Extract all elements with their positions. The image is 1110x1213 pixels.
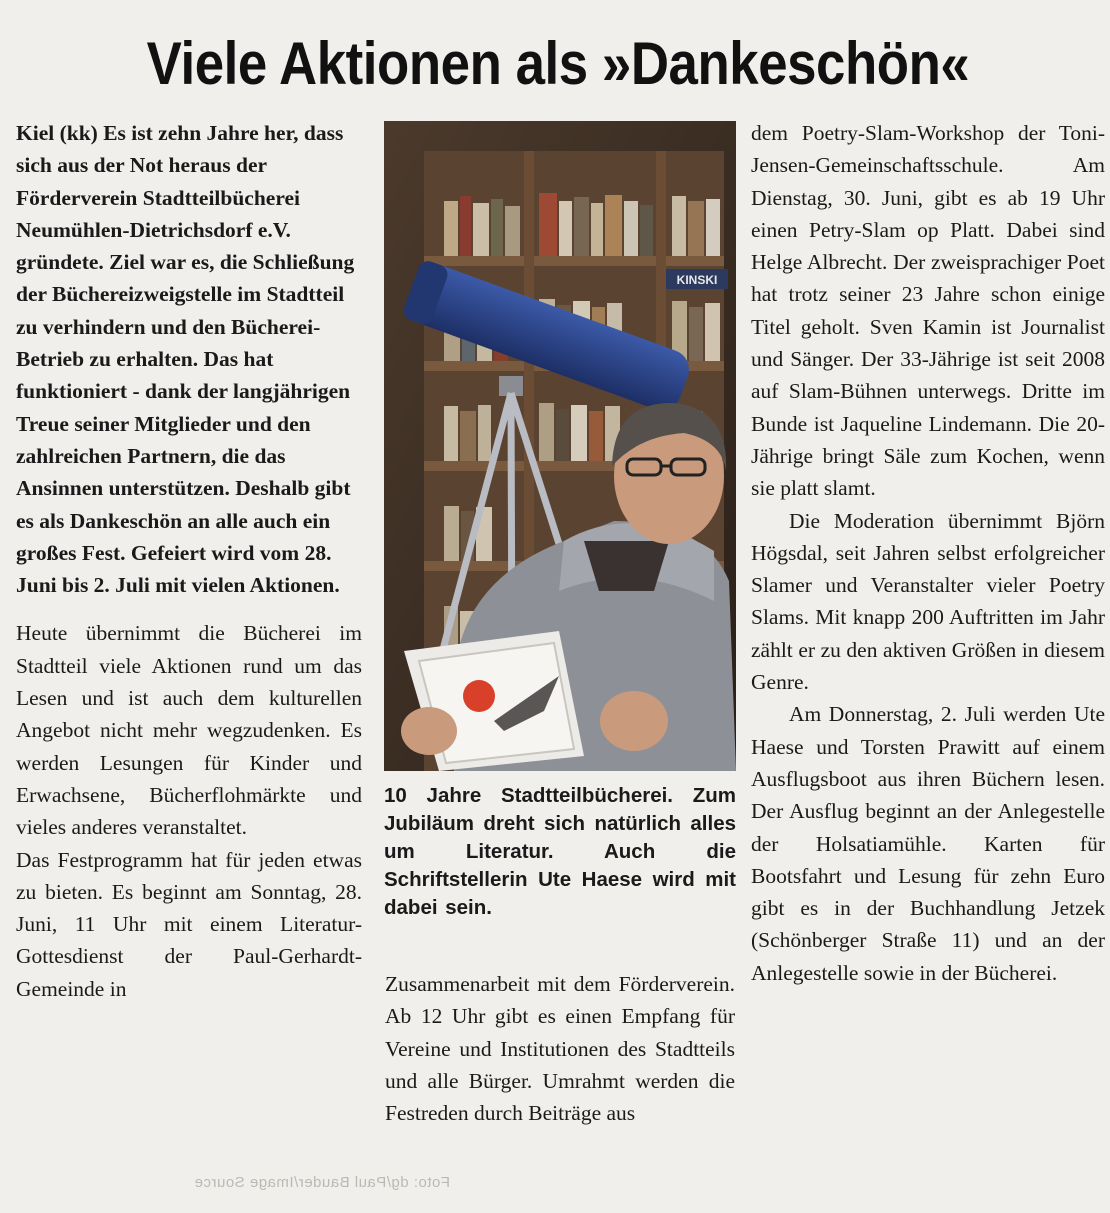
photo-woman-reading-icon <box>384 121 736 771</box>
article-column-3 <box>751 117 1105 989</box>
article-column-1 <box>16 117 362 1005</box>
body-paragraph: dem Poetry-Slam-Workshop der Toni-Jensen-Gemeinschaftsschule. Am Dienstag, 30. Juni, gibt es ab 19 Uhr einen Petry-Slam op Platt. Dabei sind Helge Albrecht. Der zweisprachiger Poet hat trotz seiner 23 Jahre schon einige Titel geholt. Sven Kamin ist Journalist und Sänger. Der 33-Jährige ist seit 2008 auf Slam-Bühnen unterwegs. Dritte im Bunde ist Jaqueline Lindemann. Die 20-Jährige bringt Säle zum Kochen, wenn sie platt slamt. <box>751 121 1105 501</box>
article-column-2 <box>385 968 735 1129</box>
headline: Viele Aktionen als »Dankeschön« <box>146 30 970 97</box>
body-paragraph: Das Festprogramm hat für jeden etwas zu bieten. Es beginnt am Sonntag, 28. Juni, 11 Uhr mit einem Literatur-Gottesdienst der Paul-Gerhardt-Gemeinde in <box>16 847 362 1001</box>
body-paragraph: Am Donnerstag, 2. Juli werden Ute Haese und Torsten Prawitt auf einem Ausflugsboot aus ihren Büchern lesen. Der Ausflug beginnt an der Anlegestelle der Holsatiamühle. Karten für Bootsfahrt und Lesung für zehn Euro gibt es in der Buchhandlung Jetzek (Schönberger Straße 11) und an der Anlegestelle sowie in der Bücherei. <box>751 702 1105 985</box>
article-photo <box>384 121 736 771</box>
body-paragraph: Zusammenarbeit mit dem Förderverein. Ab 12 Uhr gibt es einen Empfang für Vereine und Institutionen des Stadtteils und alle Bürger. Umrahmt werden die Festreden durch Beiträge aus <box>385 972 735 1126</box>
photo-credit: Foto: dg/Paul Bauder/Image Source <box>194 1174 450 1191</box>
shelf-label: KINSKI <box>676 273 718 287</box>
lead-paragraph: Kiel (kk) Es ist zehn Jahre her, dass sich aus der Not heraus der Förderverein Stadtteilbücherei Neumühlen-Dietrichsdorf e.V. gründete. Ziel war es, die Schließung der Büchereizweigstelle im Stadtteil zu verhindern und den Bücherei-Betrieb zu erhalten. Das hat funktioniert - dank der langjährigen Treue seiner Mitglieder und den zahlreichen Partnern, die das Ansinnen unterstützen. Deshalb gibt es als Dankeschön an alle auch ein großes Fest. Gefeiert wird vom 28. Juni bis 2. Juli mit vielen Aktionen. <box>16 121 355 598</box>
photo-caption: 10 Jahre Stadtteilbücherei. Zum Jubiläum dreht sich natürlich alles um Literatur. Auch die Schriftstellerin Ute Haese wird mit dabei sein. <box>384 784 736 919</box>
body-paragraph: Die Moderation übernimmt Björn Högsdal, seit Jahren selbst erfolgreicher Slamer und Veranstalter vieler Poetry Slams. Mit knapp 200 Auftritten im Jahr zählt er zu den aktiven Größen in diesem Genre. <box>751 508 1105 695</box>
body-paragraph: Heute übernimmt die Bücherei im Stadtteil viele Aktionen rund um das Lesen und ist auch dem kulturellen Angebot nicht mehr wegzudenken. Es werden Lesungen für Kinder und Erwachsene, Bücherflohmärkte und vieles anderes veranstaltet. <box>16 621 362 840</box>
